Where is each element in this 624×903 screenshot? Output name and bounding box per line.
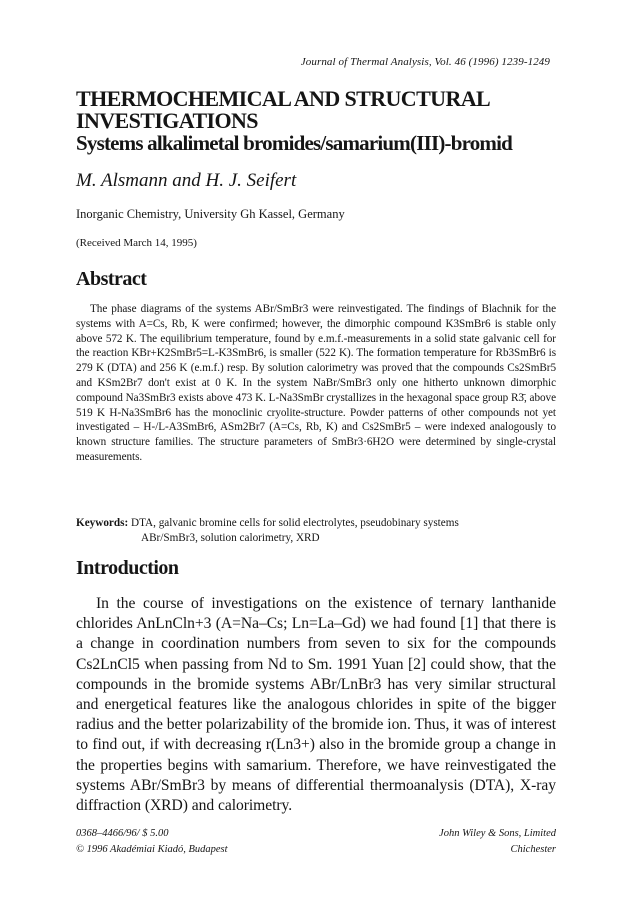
introduction-text: In the course of investigations on the existence of ternary lanthanide chlorides AnLnCln+3 (A=Na–Cs; Ln=La–Gd) we had found [1] that there is a change in coordination numbers from seven to six for the compounds Cs2LnCl5 when passing from Nd to Sm. 1991 Yuan [2] could show, that the compounds in the bromide systems ABr/LnBr3 has very similar structural and energetical features like the analogous chlorides in spite of the bigger radius and the better polarizability of the bromide ion. Thus, it was of interest to find out, if with decreasing r(Ln3+) also in the bromide group a change in the properties begins with samarium. Therefore, we have reinvestigated the systems ABr/SmBr3 by means of differential thermoanalysis (DTA), X-ray diffraction (XRD) and calorimetry. <box>76 595 556 815</box>
keywords <box>76 516 556 546</box>
copyright: © 1996 Akadémiai Kiadó, Budapest <box>76 844 228 855</box>
abstract-text: The phase diagrams of the systems ABr/SmBr3 were reinvestigated. The findings of Blachnik for the systems with A=Cs, Rb, K were confirmed; however, the dimorphic compound K3SmBr6 is stable only above 572 K. The equilibrium temperature, found by e.m.f.-measurements in a solid state galvanic cell for the reaction KBr+K2SmBr5=L-K3SmBr6, is smaller (522 K). The formation temperature for Rb3SmBr6 is 279 K (DTA) and 256 K (e.m.f.) resp. By solution calorimetry was proved that the compounds Cs2SmBr5 and KSm2Br7 don't exist at 0 K. In the system NaBr/SmBr3 only one hitherto unknown dimorphic compound Na3SmBr3 exists above 473 K. L-Na3SmBr crystallizes in the hexagonal space group R3̄, above 519 K H-Na3SmBr6 has the monoclinic cryolite-structure. Powder patterns of other compounds not yet investigated – H-/L-A3SmBr6, ASm2Br7 (A=Cs, Rb, K) and Cs2SmBr5 – were indexed analogously to known structure families. The structure parameters of SmBr3·6H2O were determined by single-crystal measurements. <box>76 303 556 463</box>
received-date: (Received March 14, 1995) <box>76 237 197 249</box>
issn-code: 0368–4466/96/ $ 5.00 <box>76 828 169 839</box>
keywords-line-1: DTA, galvanic bromine cells for solid electrolytes, pseudobinary systems <box>131 517 459 529</box>
footer-left <box>76 826 228 858</box>
affiliation: Inorganic Chemistry, University Gh Kassel, Germany <box>76 207 345 221</box>
keywords-label: Keywords: <box>76 517 129 529</box>
article-subtitle: Systems alkalimetal bromides/samarium(III)-bromid <box>76 131 513 155</box>
authors: M. Alsmann and H. J. Seifert <box>76 170 297 191</box>
abstract-heading: Abstract <box>76 268 147 290</box>
article-title <box>76 88 556 154</box>
keywords-line-2: ABr/SmBr3, solution calorimetry, XRD <box>141 531 320 544</box>
publisher: John Wiley & Sons, Limited <box>439 828 556 839</box>
journal-citation: Journal of Thermal Analysis, Vol. 46 (1996) 1239-1249 <box>300 56 550 68</box>
introduction-heading: Introduction <box>76 557 179 579</box>
footer-right <box>439 826 556 858</box>
title-line-2: INVESTIGATIONS <box>76 108 258 133</box>
title-line-1: THERMOCHEMICAL AND STRUCTURAL <box>76 86 491 111</box>
publisher-city: Chichester <box>510 844 556 855</box>
